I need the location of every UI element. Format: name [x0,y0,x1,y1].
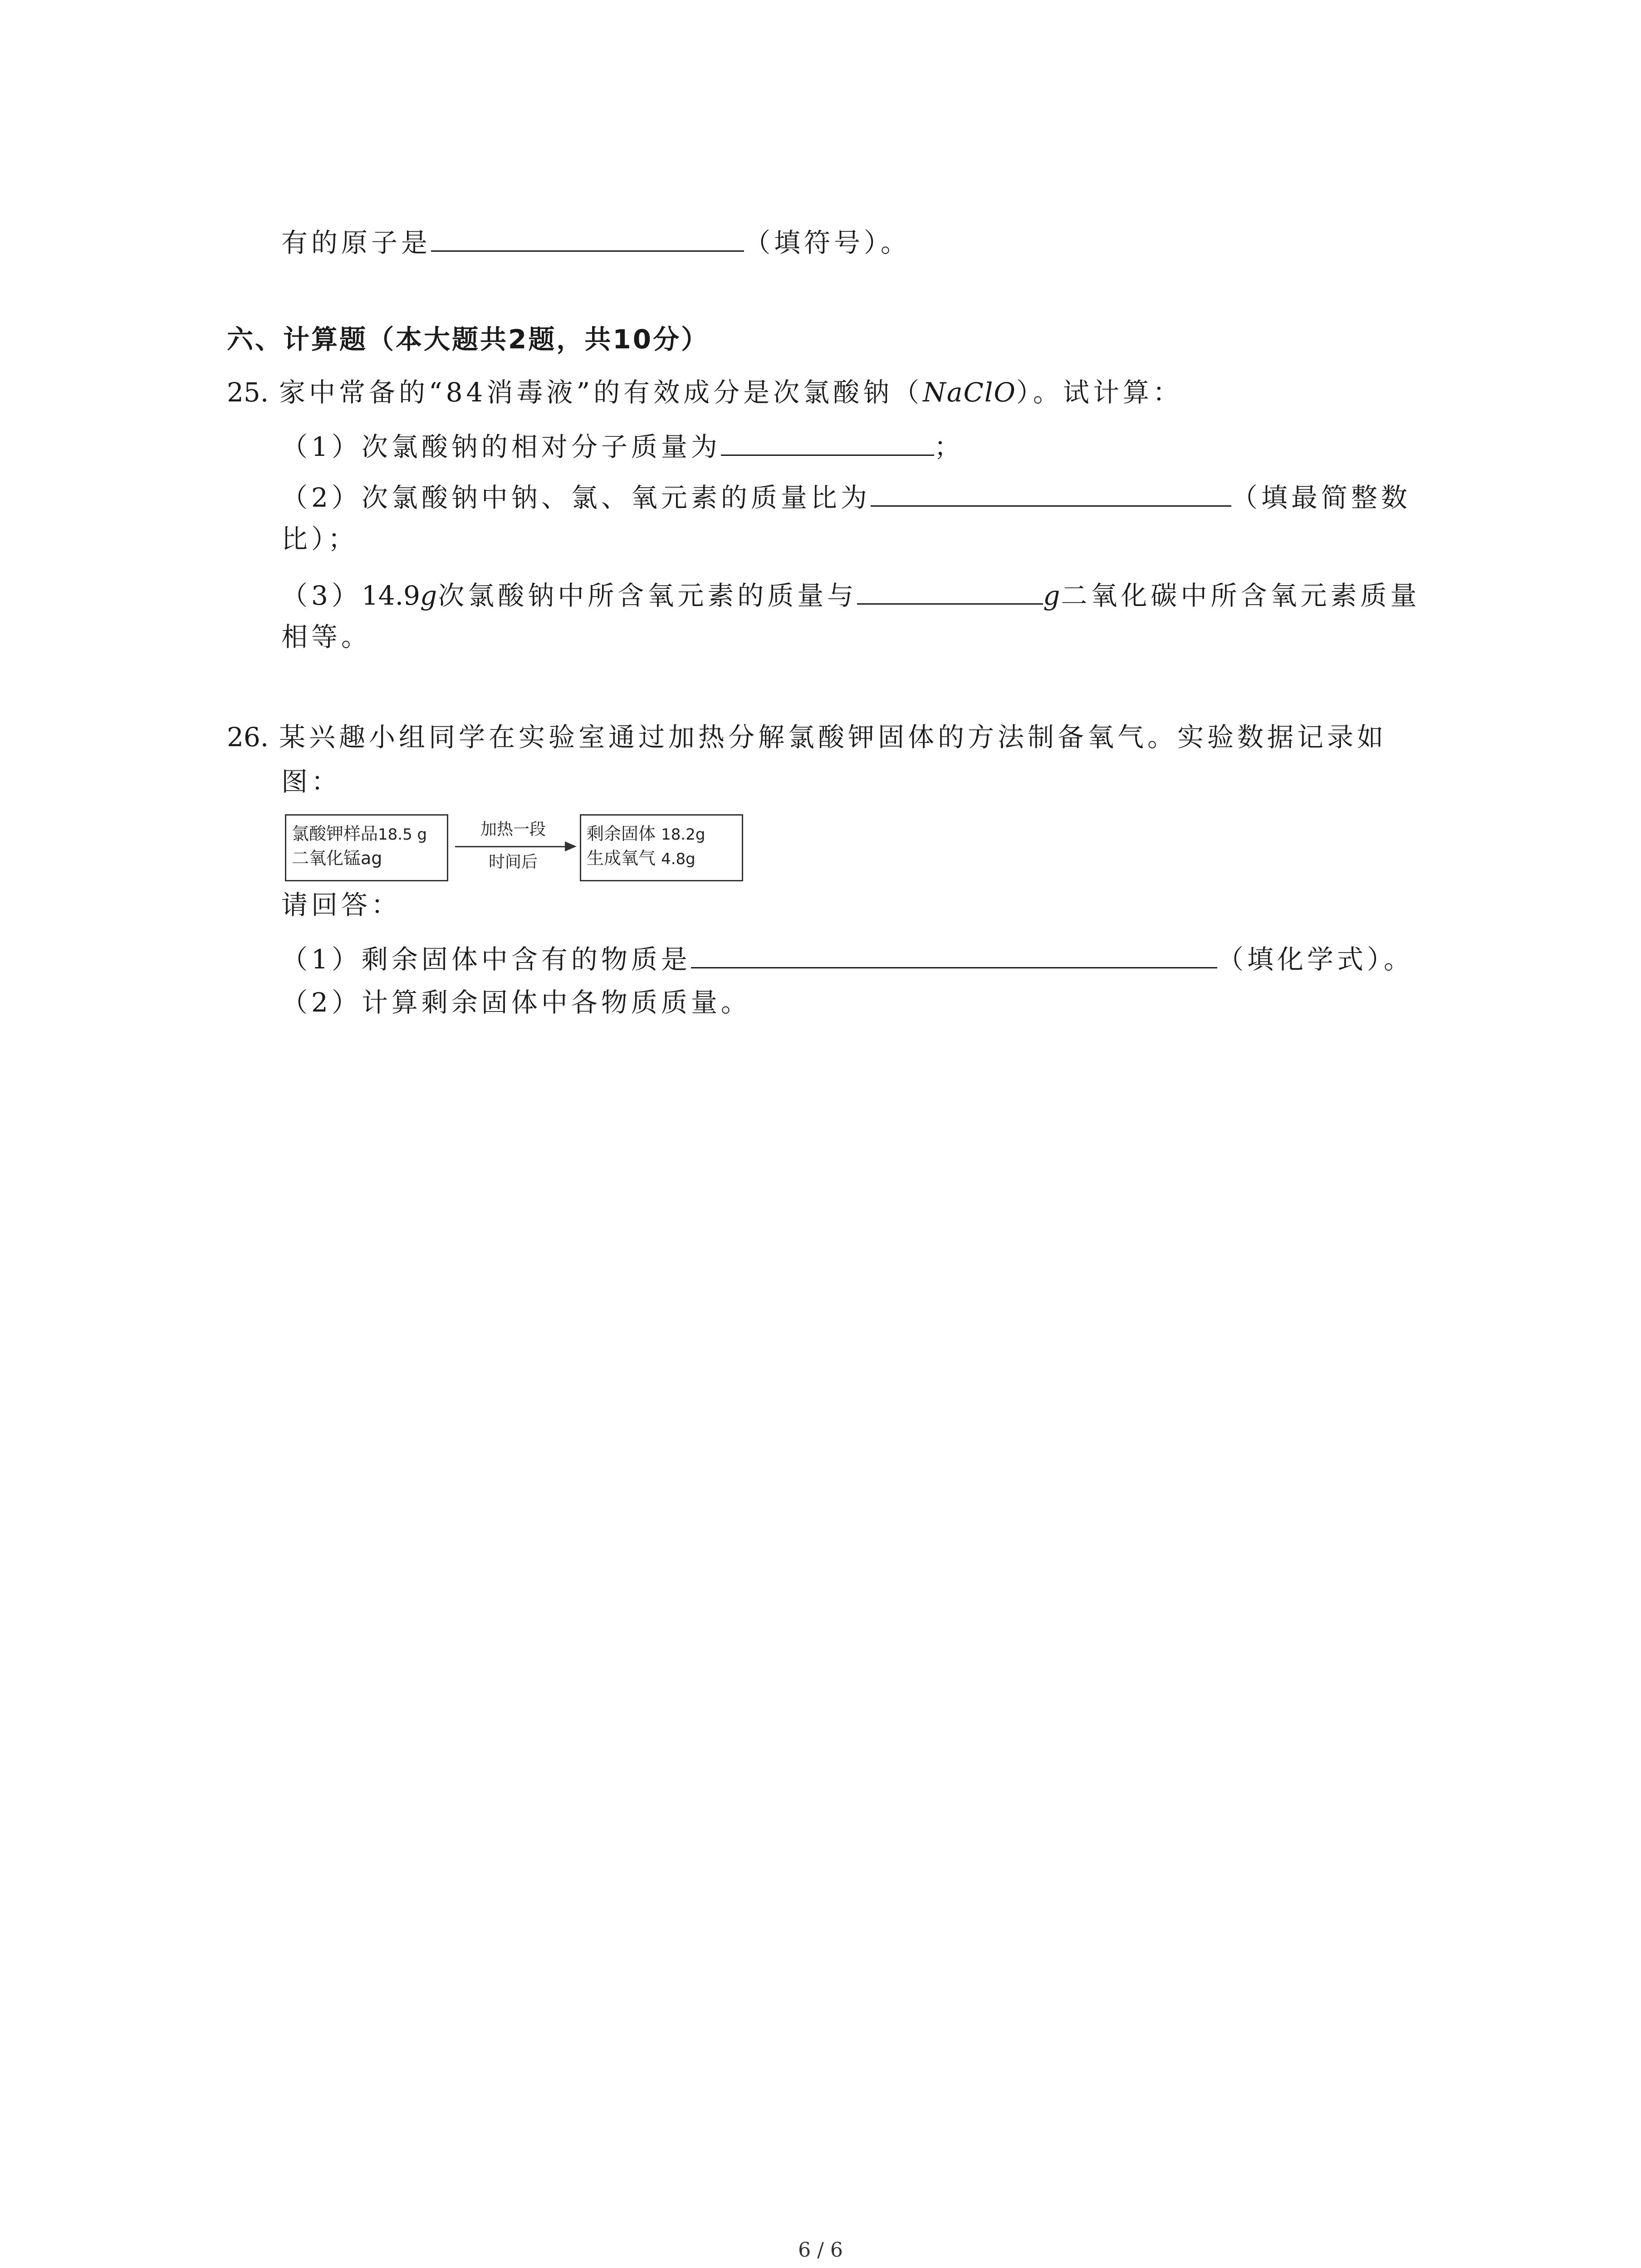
q25-p3-suffix: 二氧化碳中所含氧元素质量 [1061,580,1421,611]
products-box [580,814,743,881]
q25-p1-suffix: ； [934,431,964,462]
q25-stem-b: ）。试计算： [1016,377,1183,408]
remaining-solid-value: 18.2g [661,826,705,844]
q26-number: 26. [227,722,269,753]
q26-stem-text: 某兴趣小组同学在实验室通过加热分解氯酸钾固体的方法制备氧气。实验数据记录如 [279,722,1387,753]
q25-p2-prefix: （2）次氯酸钠中钠、氯、氧元素的质量比为 [281,482,871,513]
prev-question-suffix: （填符号）。 [744,227,911,258]
q26-part2: （2）计算剩余固体中各物质质量。 [281,987,751,1018]
arrow-shaft [455,846,568,847]
q25-part3 [281,575,1420,614]
reactants-box [285,814,448,881]
q25-p3-blank[interactable] [857,575,1043,605]
q25-stem [227,374,1183,411]
q26-p1-blank[interactable] [691,939,1217,968]
remaining-solid-label: 剩余固体 [587,824,656,844]
q25-p3-mid: 次氯酸钠中所含氧元素的质量与 [438,580,857,611]
arrow-head-icon [565,841,577,851]
q26-p1-suffix: （填化学式）。 [1217,944,1414,975]
experiment-diagram [285,814,743,882]
q26-part1 [281,939,1414,978]
q25-p3-unit: g [420,580,438,611]
answer-blank[interactable] [431,222,744,252]
q25-p3-num: 14.9 [361,580,421,611]
q25-p1-prefix: （1）次氯酸钠的相对分子质量为 [281,431,721,462]
q25-formula: NaClO [923,377,1016,408]
q25-number: 25. [227,377,269,408]
oxygen-label: 生成氧气 [587,848,656,868]
reactant-catalyst: 二氧化锰ag [292,848,382,868]
q25-p2-suffix: （填最简整数 [1231,482,1411,513]
q26-stem [227,719,1387,755]
q25-p3-unit2: g [1043,580,1061,611]
prev-question-prefix: 有的原子是 [281,227,431,258]
q25-part2 [281,477,1411,516]
arrow-label-bottom: 时间后 [488,853,538,871]
q26-p1-prefix: （1）剩余固体中含有的物质是 [281,944,691,975]
page-number: 6 / 6 [798,2239,843,2262]
arrow-label-top: 加热一段 [480,820,546,839]
q25-part2-cont: 比）； [281,523,358,554]
reactant-sample-label: 氯酸钾样品 [292,824,378,844]
q26-stem-cont: 图： [281,766,342,797]
q25-p3-prefix: （3） [281,580,362,611]
q25-part3-cont: 相等。 [281,621,372,652]
prev-question-line [281,222,911,261]
section-title: 六、计算题（本大题共2题，共10分） [227,324,710,355]
q25-p2-blank[interactable] [871,477,1231,507]
q25-stem-a: 家中常备的“84消毒液”的有效成分是次氯酸钠（ [279,377,923,408]
q25-p1-blank[interactable] [721,426,934,456]
q26-answer-prompt: 请回答： [281,890,402,920]
q25-part1 [281,426,964,465]
reactant-sample-value: 18.5 g [378,826,427,844]
oxygen-value: 4.8g [661,850,696,868]
